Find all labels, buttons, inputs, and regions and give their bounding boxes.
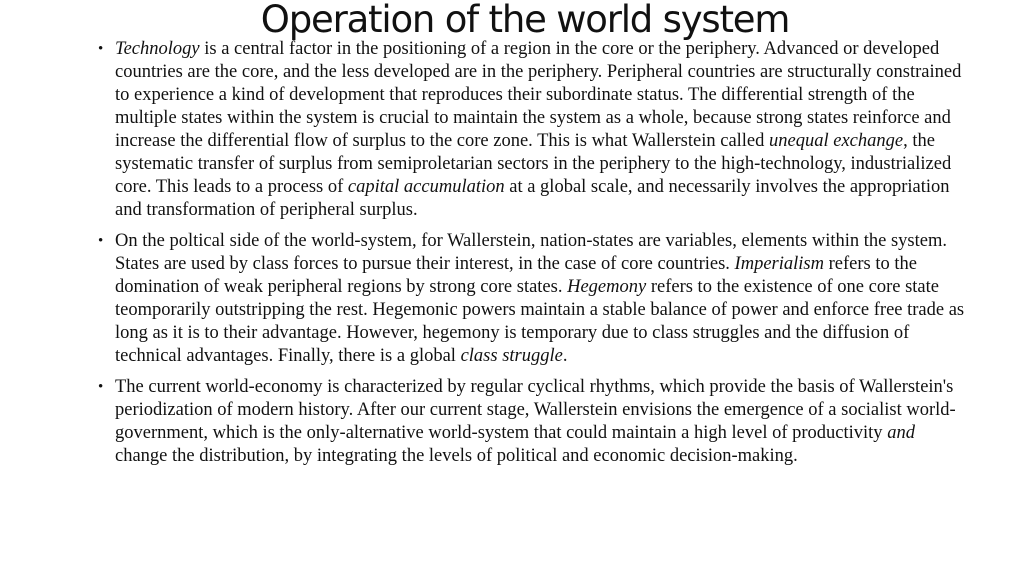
bullet-list	[98, 38, 968, 476]
term-unequal-exchange: unequal exchange	[769, 131, 904, 151]
term-technology: Technology	[115, 39, 200, 59]
bullet-marker: •	[98, 379, 104, 395]
bullet-text	[115, 377, 956, 466]
text-run: at a global scale, and necessarily involves the appropriation and transformation of peripheral surplus.	[115, 177, 950, 220]
text-run: .	[562, 346, 568, 366]
text-run: , the systematic transfer of surplus from semiproletarian sectors in the periphery to the high-technology, industrialized core. This leads to a process of	[115, 131, 952, 197]
term-imperialism: Imperialism	[734, 254, 824, 274]
term-hegemony: Hegemony	[567, 277, 647, 297]
text-run: refers to the existence of one core state teomporarily outstripping the rest. Hegemonic powers maintain a stable balance of power and enforce free trade as long as it is to their advantage. However, hegemony is temporary due to class struggles and the diffusion of technical advantages. Finally, there is a global	[115, 277, 965, 366]
bullet-item	[98, 38, 968, 222]
text-run: change the distribution, by integrating the levels of political and economic decision-making.	[115, 446, 798, 466]
bullet-item	[98, 376, 968, 468]
bullet-text	[115, 231, 964, 366]
term-class-struggle: class struggle	[460, 346, 563, 366]
term-and: and	[887, 423, 915, 443]
bullet-item	[98, 230, 968, 368]
text-run: is a central factor in the positioning of a region in the core or the periphery. Advanced or developed countries are the core, and the less developed are in the periphery. Peripheral countries are structurally constrained to experience a kind of development that reproduces their subordinate status. The differential strength of the multiple states within the system is crucial to maintain the system as a whole, because strong states reinforce and increase the differential flow of surplus to the core zone. This is what Wallerstein called	[115, 39, 962, 151]
bullet-text	[115, 39, 961, 220]
text-run: On the poltical side of the world-system, for Wallerstein, nation-states are variables, elements within the system. States are used by class forces to pursue their interest, in the case of core countries.	[115, 231, 947, 274]
bullet-marker: •	[98, 41, 104, 57]
slide-title: Operation of the world system	[260, 0, 790, 41]
term-capital-accumulation: capital accumulation	[347, 177, 505, 197]
bullet-marker: •	[98, 233, 104, 249]
text-run: refers to the domination of weak peripheral regions by strong core states.	[115, 254, 917, 297]
text-run: The current world-economy is characterized by regular cyclical rhythms, which provide the basis of Wallerstein's periodization of modern history. After our current stage, Wallerstein envisions the emergence of a socialist world-government, which is the only-alternative world-system that could maintain a high level of productivity	[115, 377, 956, 443]
